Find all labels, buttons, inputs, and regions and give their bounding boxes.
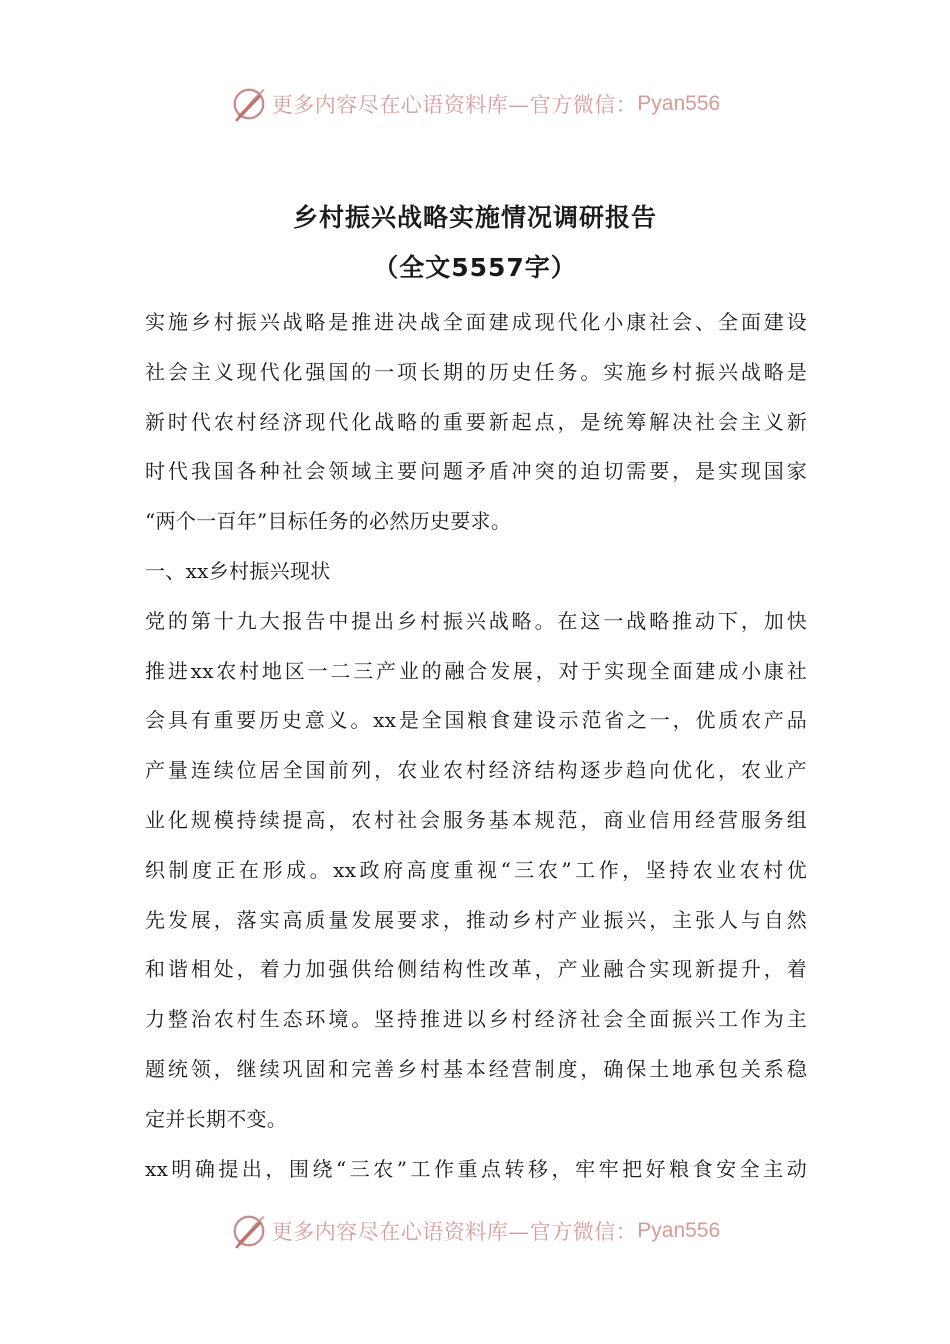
body-line: 织制度正在形成。xx政府高度重视“三农”工作，坚持农业农村优: [145, 857, 807, 882]
body-line: 时代我国各种社会领域主要问题矛盾冲突的迫切需要，是实现国家: [145, 459, 807, 484]
body-line: 社会主义现代化强国的一项长期的历史任务。实施乡村振兴战略是: [145, 359, 807, 384]
document-title: 乡村振兴战略实施情况调研报告: [292, 203, 657, 232]
quill-logo-icon: [230, 85, 268, 123]
body-line: 定并长期不变。: [145, 1106, 288, 1131]
footer-watermark: [0, 1211, 950, 1251]
document-subtitle: （全文5557字）: [373, 253, 577, 282]
watermark-text: 更多内容尽在心语资料库—官方微信：: [271, 93, 638, 117]
watermark-id: Pyan556: [637, 92, 721, 115]
body-line: 题统领，继续巩固和完善乡村基本经营制度，确保土地承包关系稳: [145, 1056, 807, 1081]
body-line: 推进xx农村地区一二三产业的融合发展，对于实现全面建成小康社: [145, 658, 807, 683]
watermark-text: 更多内容尽在心语资料库—官方微信：: [271, 1220, 638, 1244]
body-line: 会具有重要历史意义。xx是全国粮食建设示范省之一，优质农产品: [145, 708, 807, 733]
header-watermark: [0, 84, 950, 124]
body-line: 力整治农村生态环境。坚持推进以乡村经济社会全面振兴工作为主: [145, 1007, 807, 1032]
watermark-id: Pyan556: [637, 1219, 721, 1242]
body-line: “两个一百年”目标任务的必然历史要求。: [145, 509, 512, 534]
body-line: 党的第十九大报告中提出乡村振兴战略。在这一战略推动下，加快: [145, 608, 807, 633]
document-body: [145, 298, 807, 1194]
body-line: 业化规模持续提高，农村社会服务基本规范，商业信用经营服务组: [145, 807, 807, 832]
body-line: 实施乡村振兴战略是推进决战全面建成现代化小康社会、全面建设: [145, 310, 807, 334]
quill-logo-icon: [230, 1212, 268, 1250]
body-line: xx明确提出，围绕“三农”工作重点转移，牢牢把好粮食安全主动: [145, 1156, 807, 1181]
body-line: 和谐相处，着力加强供给侧结构性改革，产业融合实现新提升，着: [145, 957, 807, 982]
body-line: 新时代农村经济现代化战略的重要新起点，是统筹解决社会主义新: [145, 409, 807, 434]
section-heading: 一、xx乡村振兴现状: [145, 558, 331, 583]
body-line: 产量连续位居全国前列，农业农村经济结构逐步趋向优化，农业产: [145, 758, 807, 783]
body-line: 先发展，落实高质量发展要求，推动乡村产业振兴，主张人与自然: [145, 907, 807, 932]
